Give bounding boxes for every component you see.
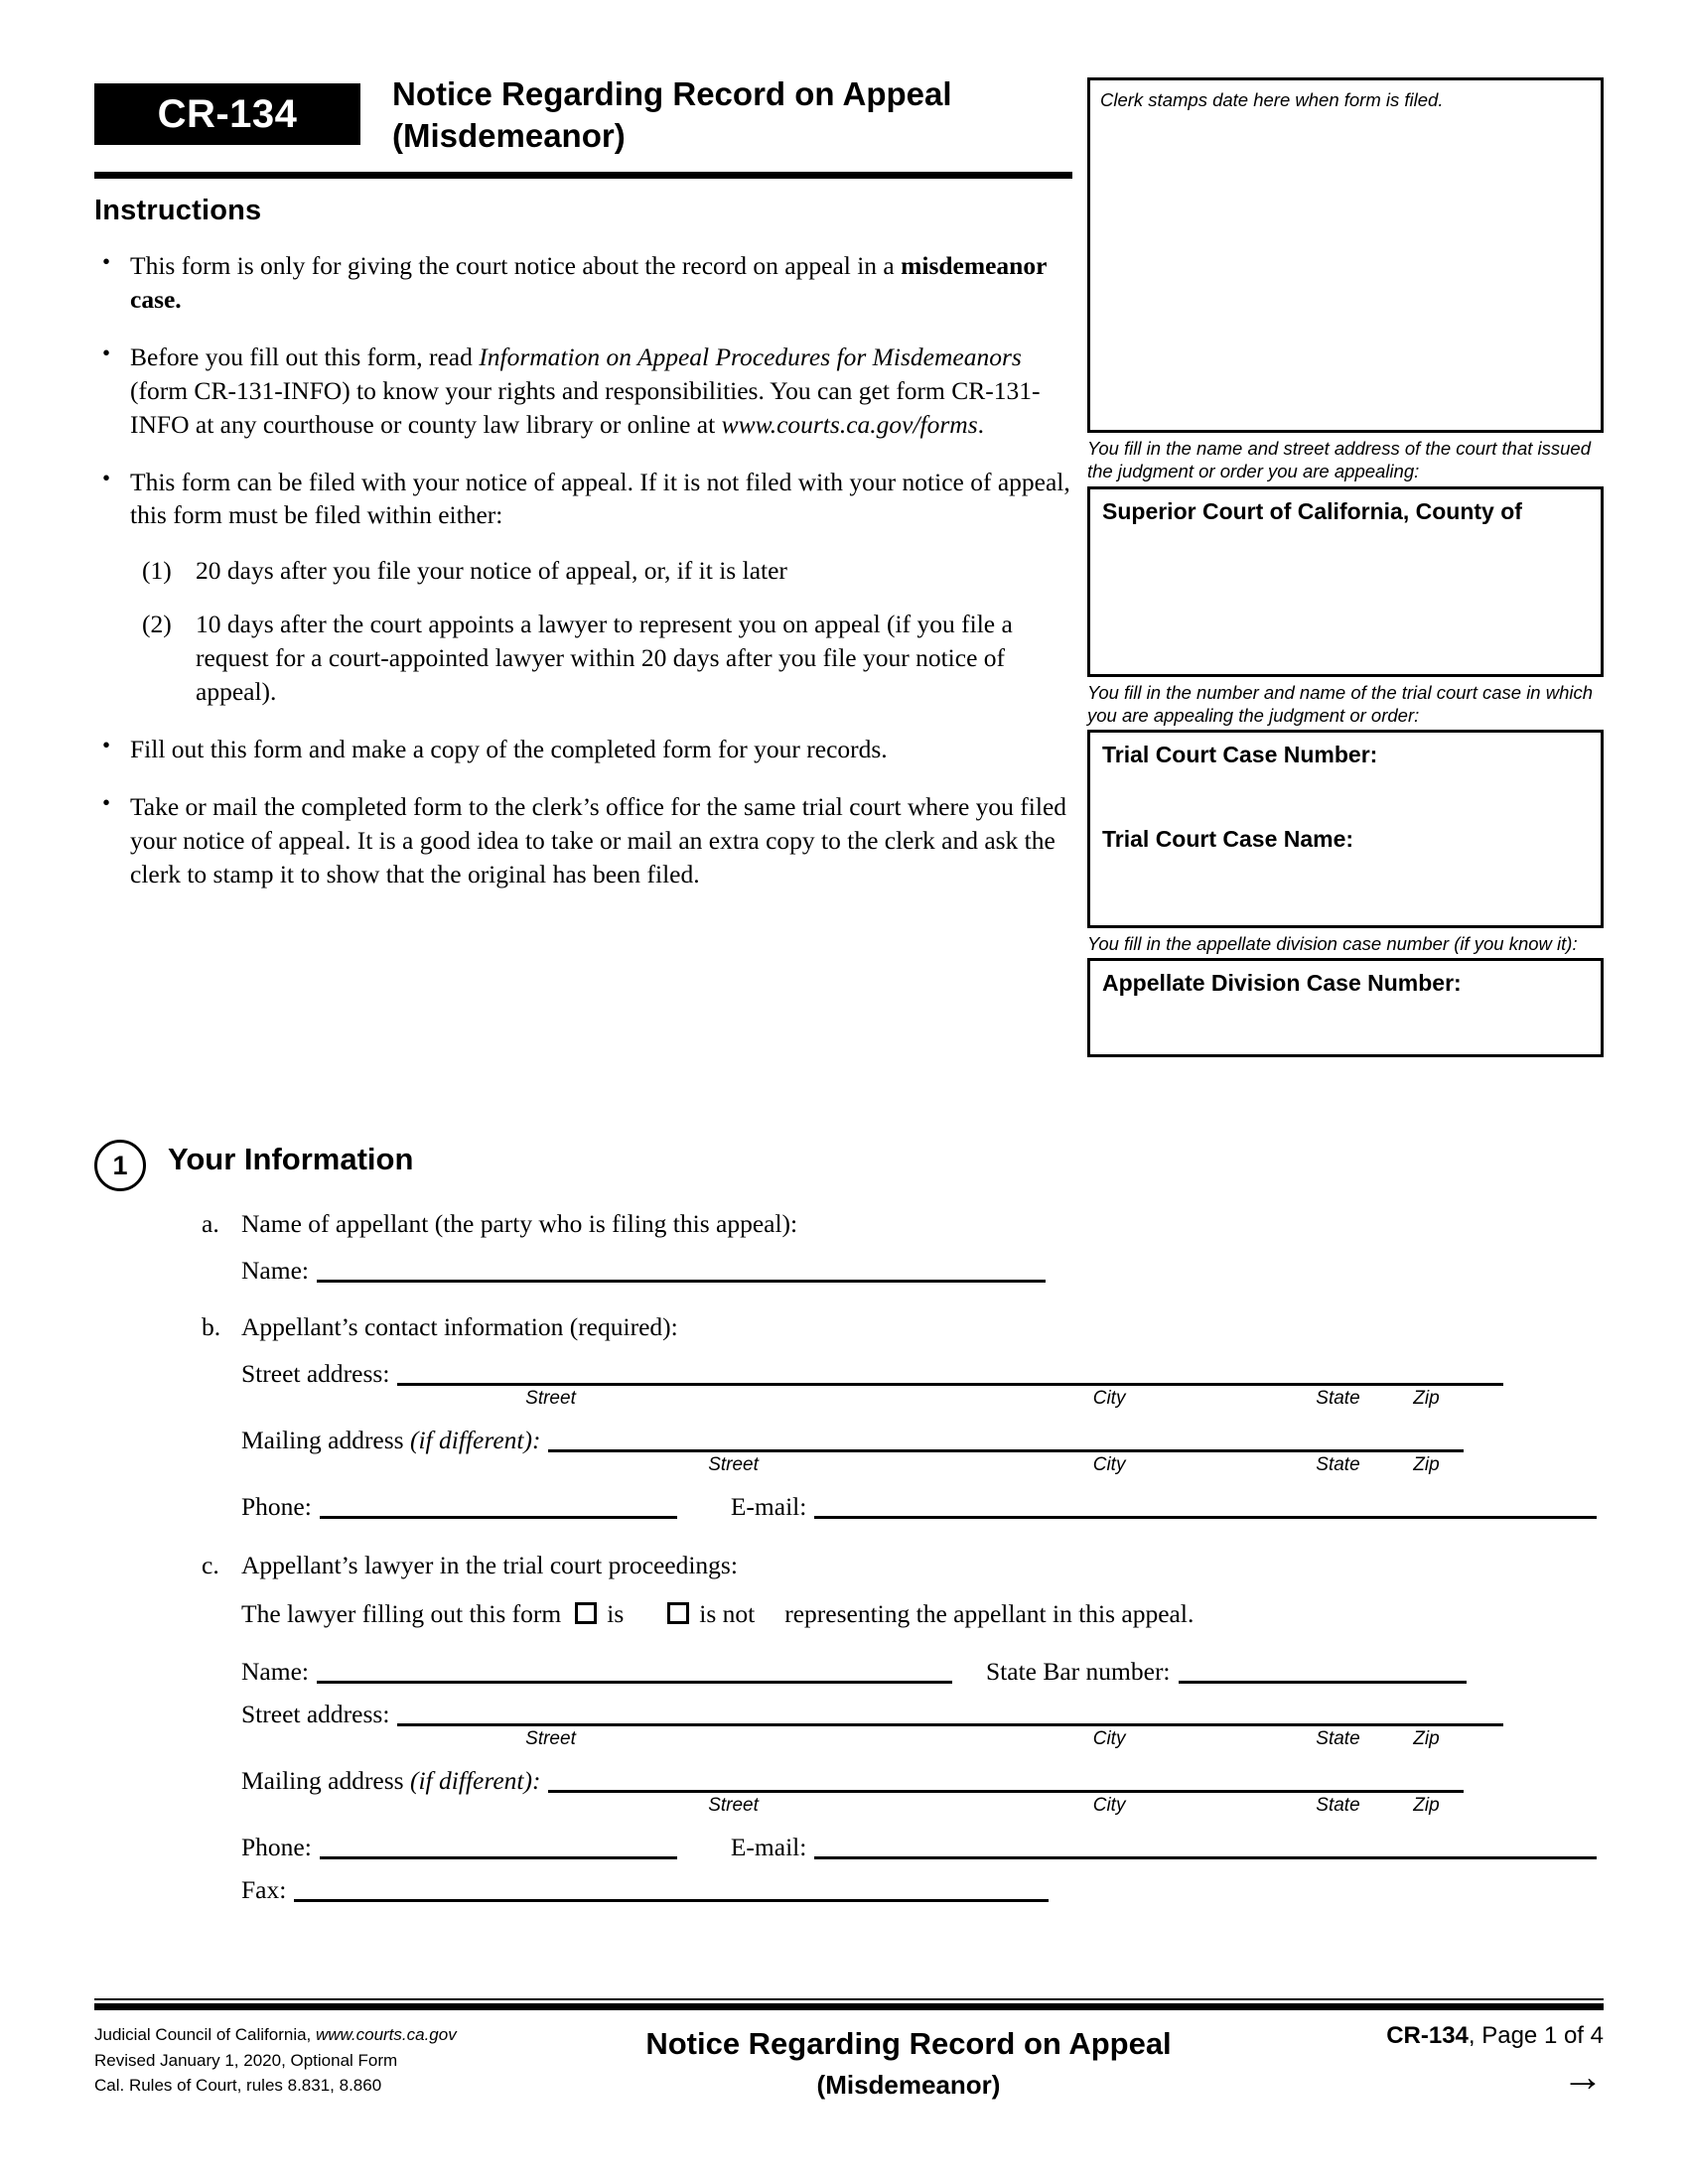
lawyer-state-bar-input[interactable]	[1179, 1651, 1467, 1684]
next-page-arrow-icon: →	[1562, 2053, 1604, 2100]
appellate-case-box[interactable]	[1087, 958, 1604, 1057]
instructions-column	[94, 195, 1077, 915]
lawyer-mailing-caps	[241, 1795, 1604, 1817]
courts-url-link[interactable]: www.courts.ca.gov/forms	[721, 409, 978, 439]
lawyer-fax-input[interactable]	[294, 1869, 1049, 1902]
footer-divider-thin	[94, 1998, 1604, 2000]
section-1-header	[94, 1140, 1604, 1193]
section-1-title: Your Information	[168, 1142, 414, 1176]
instruction-bullet-4	[94, 733, 1077, 766]
instruction-sub-item-1	[130, 554, 1077, 588]
cap-street-2: Street	[708, 1454, 759, 1476]
cap-zip-3: Zip	[1413, 1728, 1440, 1750]
instruction-sub-1-number: (1)	[142, 556, 172, 586]
appellant-street-address-row	[241, 1353, 1604, 1386]
cap-state-2: State	[1316, 1454, 1360, 1476]
lawyer-mailing-zip-input[interactable]	[1265, 1760, 1464, 1793]
lawyer-name-row	[241, 1651, 1604, 1684]
appellant-street-caps	[241, 1388, 1604, 1410]
lawyer-fax-row	[241, 1869, 1604, 1902]
appellant-mailing-label-text: Mailing address	[241, 1425, 404, 1454]
clerk-stamp-caption: Clerk stamps date here when form is filed.	[1100, 89, 1444, 110]
instruction-3-text: This form can be filed with your notice of appeal. If it is not filed with your notice of appeal, this form must be filed within either:	[130, 467, 1070, 530]
footer-council-text: Judicial Council of California,	[94, 2025, 316, 2044]
lawyer-mailing-address-label	[241, 1765, 548, 1795]
instruction-bullet-3	[94, 466, 1077, 709]
checkbox-is-not[interactable]	[667, 1602, 689, 1624]
appellant-mailing-state-input[interactable]	[1170, 1420, 1265, 1452]
cap-state: State	[1316, 1388, 1360, 1410]
court-address-caption: You fill in the name and street address of the court that issued the judgment or order you are appealing:	[1087, 438, 1591, 482]
header-divider	[94, 172, 1072, 179]
lawyer-phone-label: Phone:	[241, 1832, 312, 1861]
lawyer-city-input[interactable]	[983, 1694, 1209, 1726]
footer-form-number: CR-134	[1386, 2022, 1469, 2049]
item-1c-fields	[94, 1599, 1604, 1902]
footer-page-label: , Page 1 of 4	[1468, 2022, 1604, 2049]
appellant-phone-email-row	[241, 1486, 1604, 1519]
lawyer-representation-pre: The lawyer filling out this form	[241, 1599, 562, 1629]
appellant-name-label: Name:	[241, 1255, 309, 1285]
item-1c-letter: c.	[202, 1551, 219, 1580]
form-number-badge: CR-134	[94, 83, 360, 145]
item-1a	[94, 1207, 1604, 1240]
instruction-bullet-1	[94, 249, 1077, 317]
appellant-email-label: E-mail:	[730, 1491, 807, 1521]
cap-city-3: City	[1092, 1728, 1126, 1750]
cap-street-4: Street	[708, 1795, 759, 1817]
lawyer-name-label: Name:	[241, 1656, 309, 1686]
section-1-number-badge: 1	[94, 1140, 146, 1191]
footer-rules-line: Cal. Rules of Court, rules 8.831, 8.860	[94, 2076, 382, 2095]
footer-council-line	[94, 2022, 511, 2048]
appellant-email-input[interactable]	[814, 1486, 1597, 1519]
instructions-list	[94, 249, 1077, 891]
item-1c	[94, 1549, 1604, 1581]
appellant-mailing-zip-input[interactable]	[1265, 1420, 1464, 1452]
instruction-sub-1-text: 20 days after you file your notice of appeal, or, if it is later	[196, 556, 787, 586]
appellant-street-address-label: Street address:	[241, 1358, 390, 1388]
instruction-2-pre: Before you fill out this form, read	[130, 341, 480, 371]
lawyer-phone-email-row	[241, 1827, 1604, 1859]
appellant-mailing-caps	[241, 1454, 1604, 1476]
appellant-mailing-address-label	[241, 1425, 548, 1454]
appellate-division-case-number-label: Appellate Division Case Number:	[1102, 970, 1462, 997]
checkbox-is[interactable]	[575, 1602, 597, 1624]
instruction-5-text: Take or mail the completed form to the clerk’s office for the same trial court where you filed your notice of appeal. It is a good idea to take or mail an extra copy to the clerk and ask the clerk to stamp it to show that the original has been filed.	[130, 791, 1067, 888]
footer-title-line2: (Misdemeanor)	[816, 2069, 1001, 2100]
item-1a-fields	[94, 1250, 1604, 1283]
lawyer-mailing-city-input[interactable]	[943, 1760, 1170, 1793]
instruction-2-italic-title: Information on Appeal Procedures for Misdemeanors	[479, 341, 1022, 371]
lawyer-fax-label: Fax:	[241, 1874, 287, 1904]
section-your-information	[94, 1140, 1604, 1902]
lawyer-email-label: E-mail:	[730, 1832, 807, 1861]
footer-revision-line: Revised January 1, 2020, Optional Form	[94, 2050, 398, 2070]
item-1a-text: Name of appellant (the party who is filing this appeal):	[241, 1209, 798, 1238]
appellant-mailing-street-input[interactable]	[548, 1420, 943, 1452]
footer-divider	[94, 2003, 1604, 2010]
lawyer-phone-input[interactable]	[320, 1827, 677, 1859]
court-name-box[interactable]	[1087, 486, 1604, 677]
lawyer-state-bar-label: State Bar number:	[985, 1656, 1171, 1686]
cap-zip-2: Zip	[1413, 1454, 1440, 1476]
lawyer-mailing-address-row	[241, 1760, 1604, 1793]
page-title	[392, 73, 1048, 157]
instruction-bullet-5	[94, 790, 1077, 891]
cap-street: Street	[525, 1388, 576, 1410]
lawyer-email-input[interactable]	[814, 1827, 1597, 1859]
appellant-street-input[interactable]	[397, 1353, 983, 1386]
lawyer-mailing-label-italic: (if different):	[409, 1765, 541, 1795]
appellant-mailing-city-input[interactable]	[943, 1420, 1170, 1452]
appellate-case-caption: You fill in the appellate division case number (if you know it):	[1087, 933, 1578, 955]
instruction-sub-list	[130, 554, 1077, 709]
form-footer	[94, 1998, 1604, 2105]
lawyer-representation-line	[241, 1599, 1604, 1629]
item-1b-text: Appellant’s contact information (required):	[241, 1312, 678, 1342]
cap-city-4: City	[1092, 1795, 1126, 1817]
appellant-phone-input[interactable]	[320, 1486, 677, 1519]
instructions-heading: Instructions	[94, 195, 262, 226]
lawyer-street-caps	[241, 1728, 1604, 1750]
cap-state-4: State	[1316, 1795, 1360, 1817]
trial-court-case-name-label: Trial Court Case Name:	[1102, 826, 1354, 853]
cap-state-3: State	[1316, 1728, 1360, 1750]
checkbox-is-not-label: is not	[699, 1599, 756, 1629]
footer-page-number	[1306, 2022, 1604, 2050]
lawyer-representation-post: representing the appellant in this appeal.	[784, 1599, 1195, 1629]
lawyer-mailing-street-input[interactable]	[548, 1760, 943, 1793]
appellant-city-input[interactable]	[983, 1353, 1209, 1386]
item-1b-fields	[94, 1353, 1604, 1519]
caption-column	[1087, 77, 1604, 1057]
lawyer-street-input[interactable]	[397, 1694, 983, 1726]
checkbox-is-label: is	[607, 1599, 625, 1629]
page-title-line2: (Misdemeanor)	[392, 117, 626, 155]
item-1c-text: Appellant’s lawyer in the trial court proceedings:	[241, 1551, 738, 1580]
lawyer-street-address-label: Street address:	[241, 1699, 390, 1728]
instruction-2-mid: (form CR-131-INFO) to know your rights and responsibilities. You can get form CR-131-INFO at any courthouse or county law library or online at	[130, 375, 1041, 439]
cap-city: City	[1092, 1388, 1126, 1410]
lawyer-zip-input[interactable]	[1305, 1694, 1503, 1726]
item-1b	[94, 1310, 1604, 1343]
footer-title	[511, 2022, 1306, 2105]
instruction-bullet-2	[94, 341, 1077, 442]
trial-court-case-number-label: Trial Court Case Number:	[1102, 742, 1378, 768]
trial-case-caption: You fill in the number and name of the trial court case in which you are appealing the judgment or order:	[1087, 681, 1594, 726]
instruction-sub-2-number: (2)	[142, 610, 172, 639]
footer-title-line1: Notice Regarding Record on Appeal	[645, 2026, 1172, 2061]
appellant-phone-label: Phone:	[241, 1491, 312, 1521]
instruction-2-post: .	[977, 409, 985, 439]
appellant-name-input[interactable]	[317, 1250, 1046, 1283]
cap-street-3: Street	[525, 1728, 576, 1750]
lawyer-state-input[interactable]	[1209, 1694, 1305, 1726]
footer-content	[94, 2022, 1604, 2105]
appellant-mailing-label-italic: (if different):	[409, 1425, 541, 1454]
item-1a-letter: a.	[202, 1209, 219, 1238]
cap-city-2: City	[1092, 1454, 1126, 1476]
cap-zip: Zip	[1413, 1388, 1440, 1410]
trial-case-box[interactable]	[1087, 730, 1604, 928]
lawyer-name-input[interactable]	[317, 1651, 952, 1684]
instruction-sub-2-text: 10 days after the court appoints a lawyer to represent you on appeal (if you file a request for a court-appointed lawyer within 20 days after you file your notice of appeal).	[196, 610, 1013, 707]
appellant-state-input[interactable]	[1209, 1353, 1305, 1386]
footer-courts-url[interactable]: www.courts.ca.gov	[316, 2025, 457, 2044]
item-1b-letter: b.	[202, 1312, 221, 1342]
footer-legal-text	[94, 2022, 511, 2099]
lawyer-street-address-row	[241, 1694, 1604, 1726]
cap-zip-4: Zip	[1413, 1795, 1440, 1817]
clerk-stamp-box	[1087, 77, 1604, 433]
appellant-mailing-address-row	[241, 1420, 1604, 1452]
footer-page-info	[1306, 2022, 1604, 2098]
instruction-sub-item-2	[130, 608, 1077, 709]
page-title-line1: Notice Regarding Record on Appeal	[392, 75, 952, 112]
appellant-name-row	[241, 1250, 1046, 1283]
instruction-1-bold: misdemeanor case.	[130, 251, 1047, 314]
instruction-4-text: Fill out this form and make a copy of the completed form for your records.	[130, 734, 888, 763]
lawyer-mailing-label-text: Mailing address	[241, 1765, 404, 1795]
instruction-1-text: This form is only for giving the court notice about the record on appeal in a	[130, 251, 902, 280]
form-page	[94, 77, 1604, 2103]
lawyer-mailing-state-input[interactable]	[1170, 1760, 1265, 1793]
appellant-zip-input[interactable]	[1305, 1353, 1503, 1386]
superior-court-label: Superior Court of California, County of	[1102, 497, 1522, 524]
